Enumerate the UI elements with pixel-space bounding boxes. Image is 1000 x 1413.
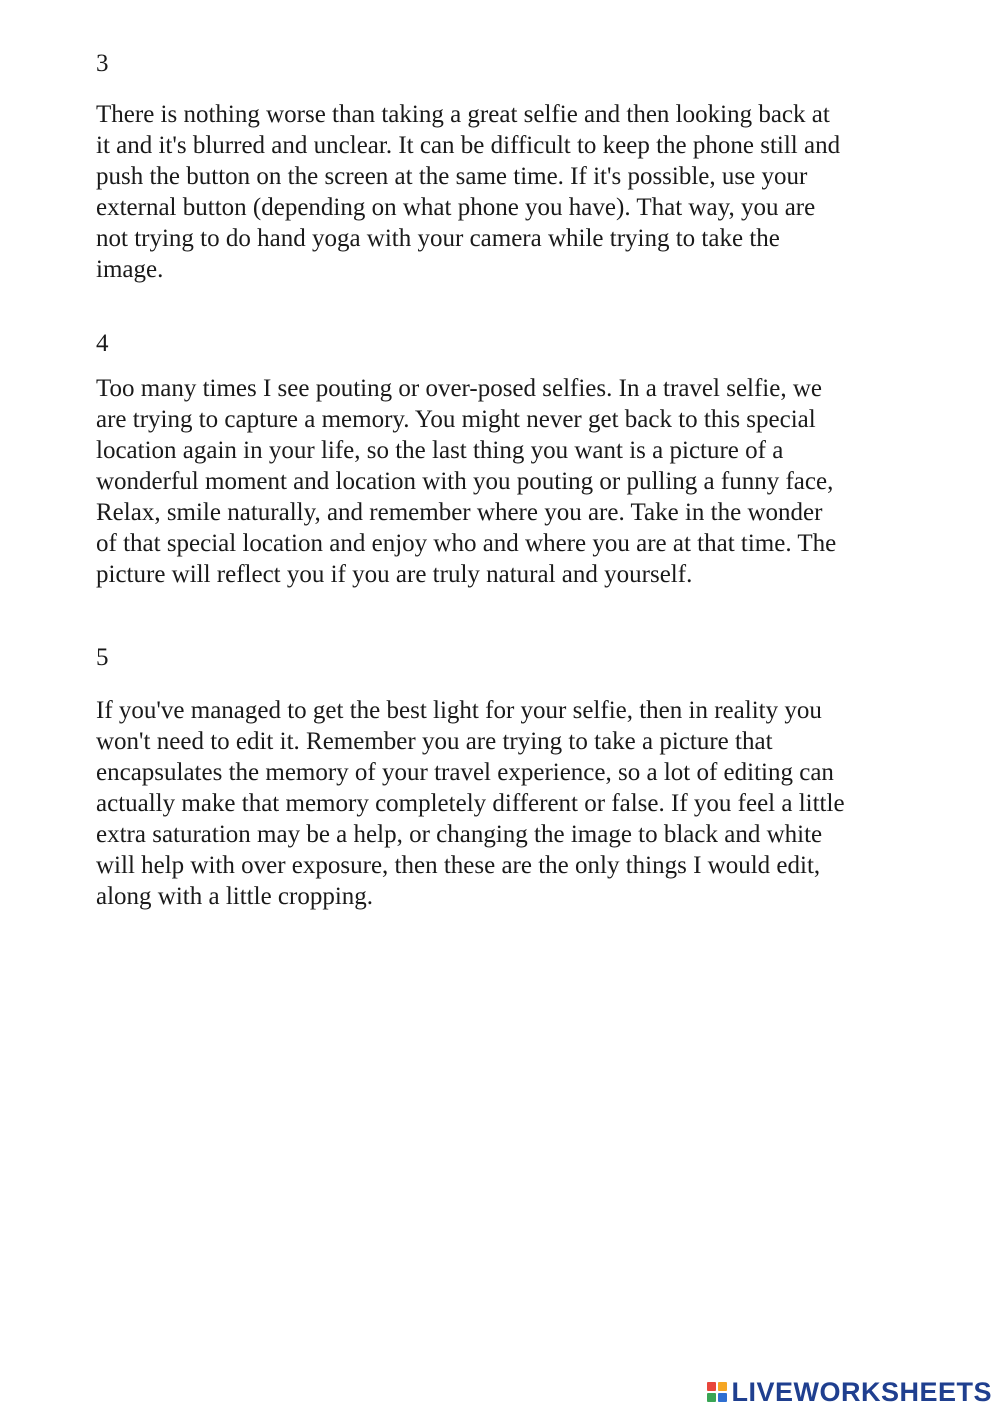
section-paragraph — [96, 695, 845, 912]
section-number: 4 — [96, 330, 109, 357]
worksheet-page — [96, 48, 916, 910]
paragraph-line: There is nothing worse than taking a great selfie and then looking back at — [96, 101, 830, 128]
section-paragraph — [96, 99, 916, 285]
paragraph-line: location again in your life, so the last thing you want is a picture of a — [96, 437, 784, 464]
paragraph-line: wonderful moment and location with you pouting or pulling a funny face, — [96, 468, 834, 495]
paragraph-line: actually make that memory completely different or false. If you feel a little — [96, 790, 845, 817]
logo-mark-icon — [707, 1382, 727, 1402]
paragraph-line: extra saturation may be a help, or changing the image to black and white — [96, 821, 823, 848]
liveworksheets-logo — [707, 1375, 992, 1409]
logo-text: LIVEWORKSHEETS — [731, 1376, 992, 1407]
section-3 — [96, 48, 916, 285]
paragraph-line: external button (depending on what phone you have). That way, you are — [96, 194, 816, 221]
paragraph-line: of that special location and enjoy who and where you are at that time. The — [96, 530, 837, 557]
paragraph-line: Too many times I see pouting or over-posed selfies. In a travel selfie, we — [96, 375, 823, 402]
paragraph-line: won't need to edit it. Remember you are trying to take a picture that — [96, 728, 773, 755]
paragraph-line: it and it's blurred and unclear. It can be difficult to keep the phone still and — [96, 132, 841, 159]
paragraph-line: will help with over exposure, then these are the only things I would edit, — [96, 852, 821, 879]
section-number: 3 — [96, 50, 109, 77]
paragraph-line: picture will reflect you if you are truly natural and yourself. — [96, 561, 693, 588]
section-number: 5 — [96, 644, 109, 671]
section-4 — [96, 328, 836, 590]
paragraph-line: If you've managed to get the best light for your selfie, then in reality you — [96, 697, 822, 724]
paragraph-line: encapsulates the memory of your travel experience, so a lot of editing can — [96, 759, 834, 786]
paragraph-line: not trying to do hand yoga with your camera while trying to take the — [96, 225, 780, 252]
paragraph-line: Relax, smile naturally, and remember where you are. Take in the wonder — [96, 499, 823, 526]
paragraph-line: are trying to capture a memory. You might never get back to this special — [96, 406, 816, 433]
paragraph-line: image. — [96, 256, 164, 283]
section-paragraph — [96, 373, 836, 590]
paragraph-line: push the button on the screen at the same time. If it's possible, use your — [96, 163, 808, 190]
section-5 — [96, 642, 845, 912]
paragraph-line: along with a little cropping. — [96, 883, 374, 910]
